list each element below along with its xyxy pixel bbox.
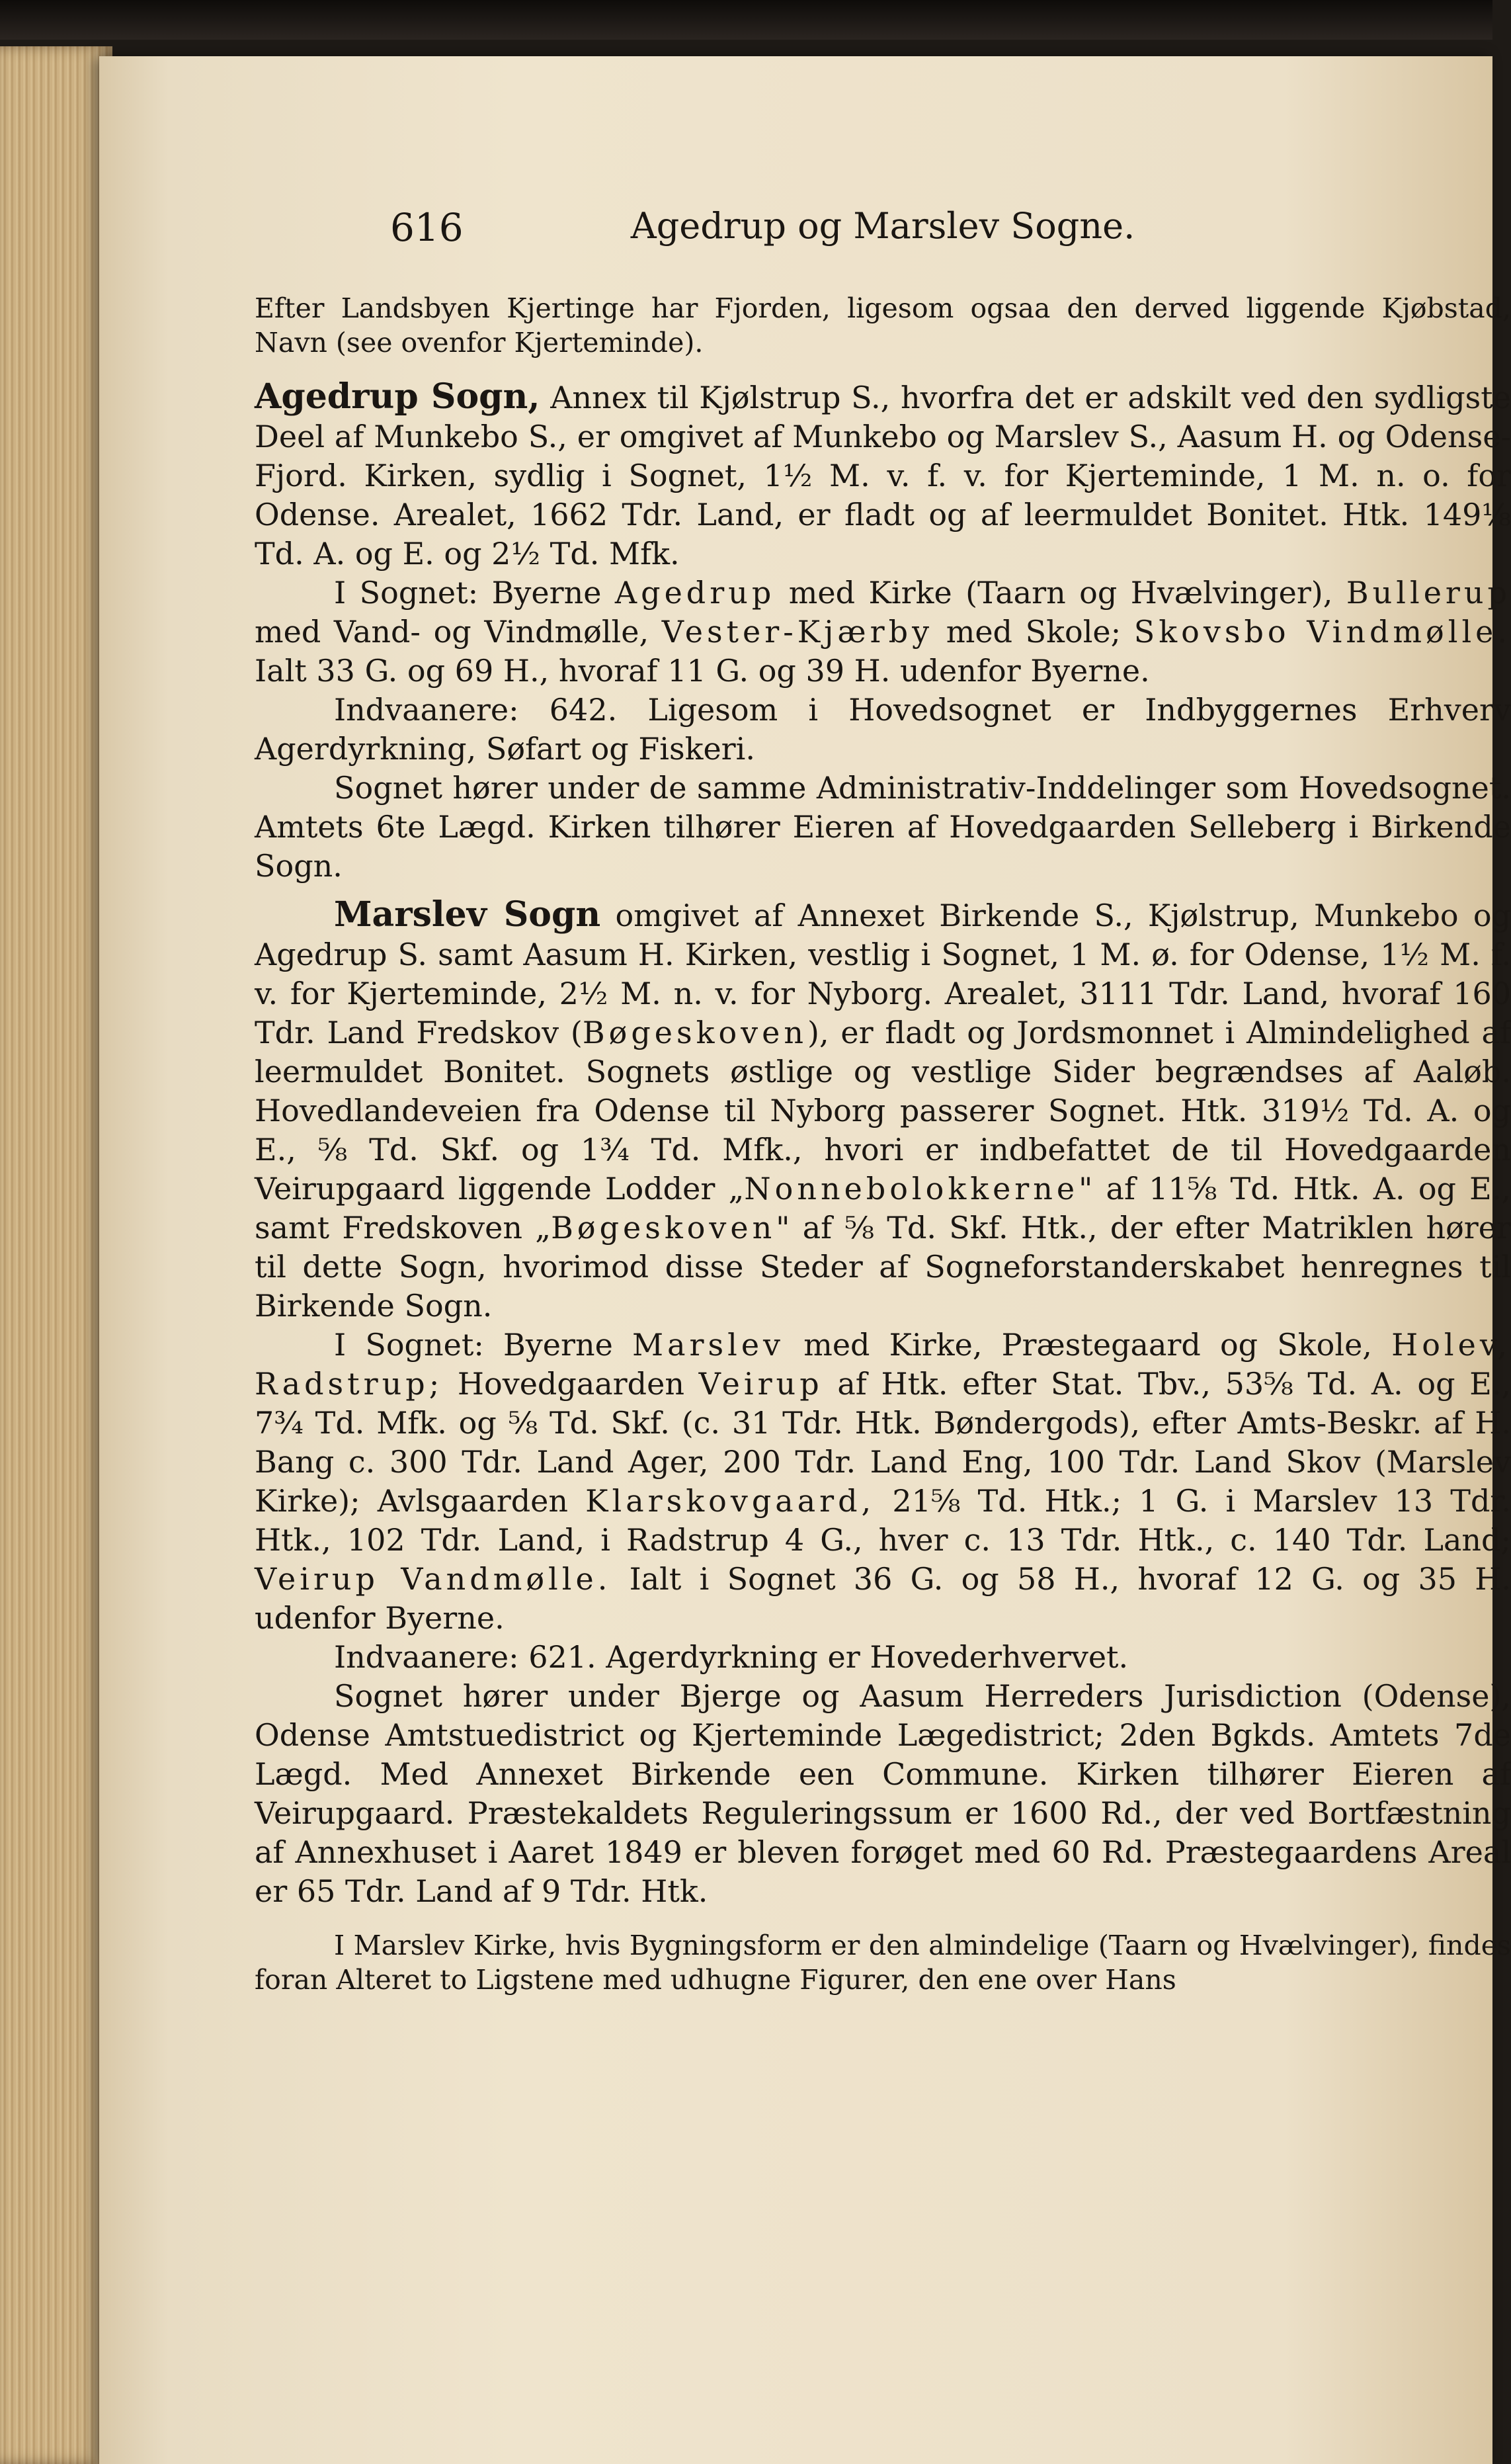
agedrup-paragraph-4: Sognet hører under de samme Administrativ-Inddelinger som Hovedsognet. Amtets 6te Lægd. Kirken tilhører Eieren af Hovedgaarden Selleberg i Birkende Sogn. (255, 770, 1511, 884)
page-header (255, 205, 1511, 291)
intro-note: Efter Landsbyen Kjertinge har Fjorden, ligesom ogsaa den derved liggende Kjøbstad, Navn (see ovenfor Kjerteminde). (255, 292, 1511, 359)
agedrup-paragraph-2: I Sognet: Byerne Agedrup med Kirke (Taarn og Hvælvinger), Bullerup med Vand- og Vindmølle, Vester-Kjærby med Skole; Skovsbo Vindmølle. Ialt 33 G. og 69 H., hvoraf 11 G. og 39 H. udenfor Byerne. (255, 575, 1511, 689)
marslev-paragraph-1: Marslev Sogn omgivet af Annexet Birkende S., Kjølstrup, Munkebo og Agedrup S. samt Aasum H. Kirken, vestlig i Sognet, 1 M. ø. for Odense, 1½ M. f. v. for Kjerteminde, 2½ M. n. v. for Nyborg. Arealet, 3111 Tdr. Land, hvoraf 160 Tdr. Land Fredskov (Bøgeskoven), er fladt og Jordsmonnet i Almindelighed af leermuldet Bonitet. Sognets østlige og vestlige Sider begrændses af Aaløb. Hovedlandeveien fra Odense til Nyborg passerer Sognet. Htk. 319½ Td. A. og E., ⅝ Td. Skf. og 1¾ Td. Mfk., hvori er indbefattet de til Hovedgaarden Veirupgaard liggende Lodder „Nonnebolokkerne" af 11⅝ Td. Htk. A. og E., samt Fredskoven „Bøgeskoven" af ⅝ Td. Skf. Htk., der efter Matriklen hører til dette Sogn, hvorimod disse Steder af Sogneforstanderskabet henregnes til Birkende Sogn. (255, 894, 1511, 1324)
marslev-paragraph-2: I Sognet: Byerne Marslev med Kirke, Præstegaard og Skole, Holev, Radstrup; Hovedgaarden Veirup af Htk. efter Stat. Tbv., 53⅝ Td. A. og E., 7¾ Td. Mfk. og ⅝ Td. Skf. (c. 31 Tdr. Htk. Bøndergods), efter Amts-Beskr. af H. Bang c. 300 Tdr. Land Ager, 200 Tdr. Land Eng, 100 Tdr. Land Skov (Marslev Kirke); Avlsgaarden Klarskovgaard, 21⅝ Td. Htk.; 1 G. i Marslev 13 Tdr. Htk., 102 Tdr. Land, i Radstrup 4 G., hver c. 13 Tdr. Htk., c. 140 Tdr. Land; Veirup Vandmølle. Ialt i Sognet 36 G. og 58 H., hvoraf 12 G. og 35 H. udenfor Byerne. (255, 1327, 1511, 1636)
running-title: Agedrup og Marslev Sogne. (630, 205, 1135, 247)
agedrup-paragraph-3: Indvaanere: 642. Ligesom i Hovedsognet er Indbyggernes Erhverv Agerdyrkning, Søfart og Fiskeri. (255, 692, 1511, 767)
agedrup-heading: Agedrup Sogn, (255, 376, 540, 417)
footer-note: I Marslev Kirke, hvis Bygningsform er den almindelige (Taarn og Hvælvinger), findes foran Alteret to Ligstene med udhugne Figurer, den ene over Hans (255, 1930, 1511, 1996)
page-number: 616 (390, 205, 464, 250)
page-content (255, 205, 1511, 1997)
agedrup-paragraph-1: Agedrup Sogn, Annex til Kjølstrup S., hvorfra det er adskilt ved den sydligste Deel af Munkebo S., er omgivet af Munkebo og Marslev S., Aasum H. og Odense-Fjord. Kirken, sydlig i Sognet, 1½ M. v. f. v. for Kjerteminde, 1 M. n. o. for Odense. Arealet, 1662 Tdr. Land, er fladt og af leermuldet Bonitet. Htk. 149⅛ Td. A. og E. og 2½ Td. Mfk. (255, 376, 1511, 572)
book-page-edges (0, 46, 112, 2464)
book-page (99, 56, 1511, 2464)
marslev-paragraph-3: Indvaanere: 621. Agerdyrkning er Hovederhvervet. (334, 1639, 1129, 1675)
marslev-heading: Marslev Sogn (334, 894, 601, 935)
marslev-paragraph-4: Sognet hører under Bjerge og Aasum Herreders Jurisdiction (Odense), Odense Amtstuedistrict og Kjerteminde Lægedistrict; 2den Bgkds. Amtets 7de Lægd. Med Annexet Birkende een Commune. Kirken tilhører Eieren af Veirupgaard. Præstekaldets Reguleringssum er 1600 Rd., der ved Bortfæstning af Annexhuset i Aaret 1849 er bleven forøget med 60 Rd. Præstegaardens Areal er 65 Tdr. Land af 9 Tdr. Htk. (255, 1678, 1511, 1909)
dark-background (0, 0, 1492, 40)
